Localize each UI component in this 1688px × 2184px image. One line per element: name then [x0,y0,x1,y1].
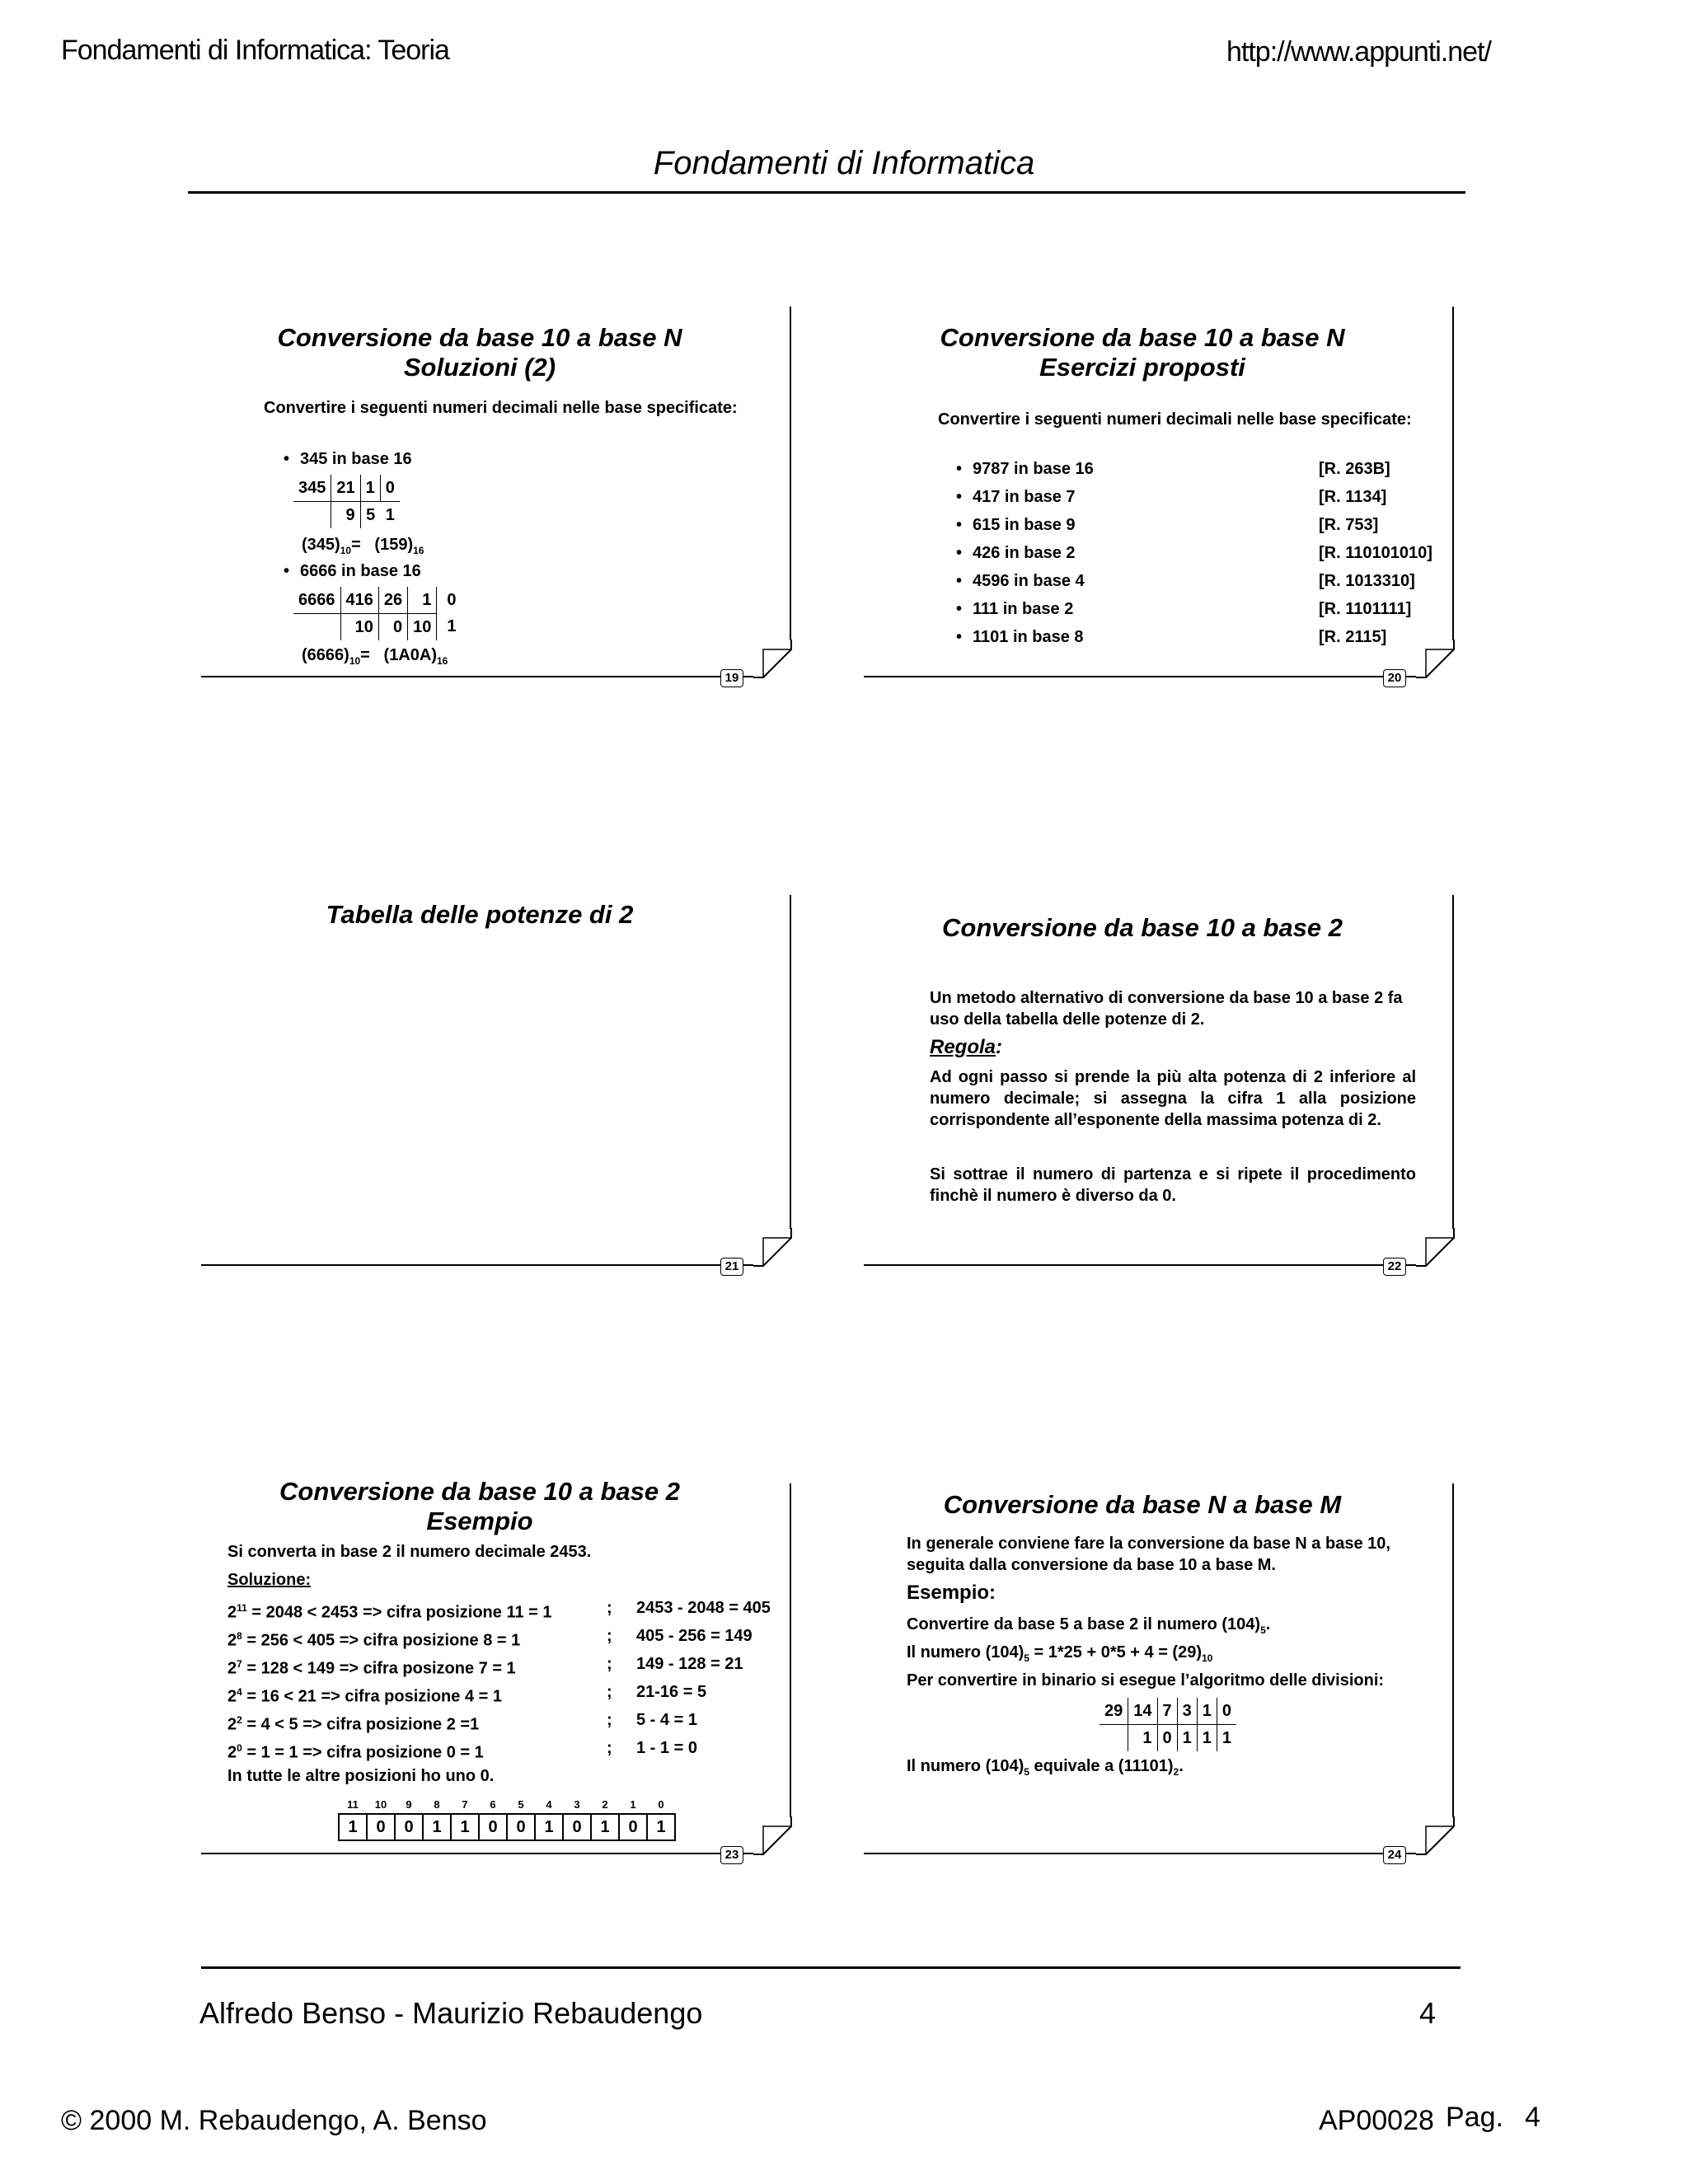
slide-title: Conversione da base 10 a base 2 [279,1477,680,1506]
page-fold-icon [1416,1228,1456,1268]
slide-paragraph: Si sottrae il numero di partenza e si ripete il procedimento finchè il numero è diverso da 0. [930,1165,1416,1205]
slide-page-number: 20 [1383,669,1406,687]
slide-title: Tabella delle potenze di 2 [326,900,634,929]
slide-paragraph: Ad ogni passo si prende la più alta potenza di 2 inferiore al numero decimale; si assegna la cifra 1 alla posizione corrispondente all’esponente della massima potenza di 2. [930,1068,1416,1129]
example-line: Il numero $(104)_5$ equivale a $(11101)_2$. [907,1757,1184,1778]
page-fold-icon [753,1816,793,1856]
bit-table: 11 10 9 8 7 6 5 4 3 2 1 0 1 0 0 1 1 0 0 1 0 1 0 1 [338,1795,676,1841]
exercise-list [956,455,1451,651]
result-line: $(345)_{10}=$ $(159)_{16}$ [302,536,424,556]
bullet-item: • 345 in base 16 [284,445,696,473]
slide-outro: In tutte le altre posizioni ho uno 0. [227,1767,495,1785]
slide-title: Conversione da base 10 a base N [277,323,682,352]
list-item: • 426 in base 2 [R. 110101010] [956,539,1451,567]
header-url[interactable]: http://www.appunti.net/ [1226,36,1491,68]
list-item: $2^4 = 16 < 21$ => cifra posizione 4 = 1 ; 21-16 = 5 [227,1683,707,1706]
slide-title: Conversione da base 10 a base 2 [942,913,1343,942]
slide-page-number: 19 [720,669,743,687]
slide-subtitle: Esempio [426,1507,533,1535]
example-line: Per convertire in binario si esegue l’algoritmo delle divisioni: [907,1671,1385,1690]
slide-24 [864,1483,1454,1862]
page-fold-icon [1416,1816,1456,1856]
slide-page-number: 24 [1383,1846,1406,1864]
slide-intro: Convertire i seguenti numeri decimali nelle base specificate: [938,410,1412,429]
slide-title: Conversione da base N a base M [943,1490,1342,1519]
slide-page-number: 22 [1383,1258,1406,1276]
list-item: • 1101 in base 8 [R. 2115] [956,623,1451,651]
example-label: Esempio: [907,1582,996,1604]
page-fold-icon [753,640,793,679]
slide-20 [864,307,1454,685]
footer-code: AP00028 [1319,2105,1434,2136]
list-item: $2^2 = 4 < 5$ => cifra posizione 2 =1 ; 5 - 4 = 1 [227,1711,697,1734]
slide-intro: Si converta in base 2 il numero decimale 2453. [227,1543,592,1561]
header-rule [188,191,1465,194]
header-left-text: Fondamenti di Informatica: Teoria [61,35,449,66]
result-line: $(6666)_{10}=$ $(1A0A)_{16}$ [302,646,448,667]
list-item: $2^8 = 256 < 405$ => cifra posizione 8 = 1 ; 405 - 256 = 149 [227,1627,753,1650]
bullet-item: • 6666 in base 16 [284,557,696,585]
rule-label: Regola: [930,1036,1003,1058]
division-table: 345 21 1 0 9 5 1 [293,475,400,528]
list-item: • 615 in base 9 [R. 753] [956,511,1451,539]
list-item: • 111 in base 2 [R. 1101111] [956,595,1451,623]
footer-authors: Alfredo Benso - Maurizio Rebaudengo [199,1996,703,2030]
slide-page-number: 21 [720,1258,743,1276]
division-table: 6666 416 26 1 0 10 0 10 1 [293,587,462,640]
solution-label: Soluzione: [227,1571,312,1589]
example-line: Convertire da base 5 a base 2 il numero $(104)_5$. [907,1615,1271,1636]
footer-page-number: 4 [1419,1996,1437,2030]
slide-19 [201,307,791,685]
slide-22 [864,895,1454,1273]
steps-list [227,1597,788,1765]
document-title: Fondamenti di Informatica [653,145,1035,181]
slide-subtitle: Soluzioni (2) [403,353,556,382]
footer-copyright: © 2000 M. Rebaudengo, A. Benso [61,2105,487,2136]
footer-pag-label: Pag. [1446,2102,1503,2133]
list-item: $2^{11} = 2048 < 2453$ => cifra posizione 11 = 1 ; 2453 - 2048 = 405 [227,1599,771,1622]
footer-pag-number: 4 [1525,2102,1540,2133]
list-item: • 417 in base 7 [R. 1134] [956,483,1451,511]
slide-subtitle: Esercizi proposti [1039,353,1245,382]
list-item: • 9787 in base 16 [R. 263B] [956,455,1451,483]
example-line: Il numero $(104)_5 = 1*25 + 0*5 + 4 = (29)_{10}$ [907,1643,1213,1664]
slide-21 [201,895,791,1273]
division-table: 29 14 7 3 1 0 1 0 1 1 1 [1100,1698,1236,1751]
slide-page-number: 23 [720,1846,743,1864]
page-fold-icon [753,1228,793,1268]
list-item: $2^0 = 1 = 1$ => cifra posizione 0 = 1 ; 1 - 1 = 0 [227,1739,697,1762]
slide-paragraph: In generale conviene fare la conversione da base N a base 10, seguita dalla conversione da base 10 a base M. [907,1535,1390,1574]
list-item: $2^7 = 128 < 149$ => cifra posizone 7 = 1 ; 149 - 128 = 21 [227,1655,743,1678]
slide-paragraph: Un metodo alternativo di conversione da base 10 a base 2 fa uso della tabella delle potenze di 2. [930,989,1403,1029]
slide-23 [201,1477,791,1862]
list-item: • 4596 in base 4 [R. 1013310] [956,567,1451,595]
footer-rule [201,1966,1461,1969]
slide-title: Conversione da base 10 a base N [940,323,1345,352]
slide-intro: Convertire i seguenti numeri decimali nelle base specificate: [264,399,738,417]
